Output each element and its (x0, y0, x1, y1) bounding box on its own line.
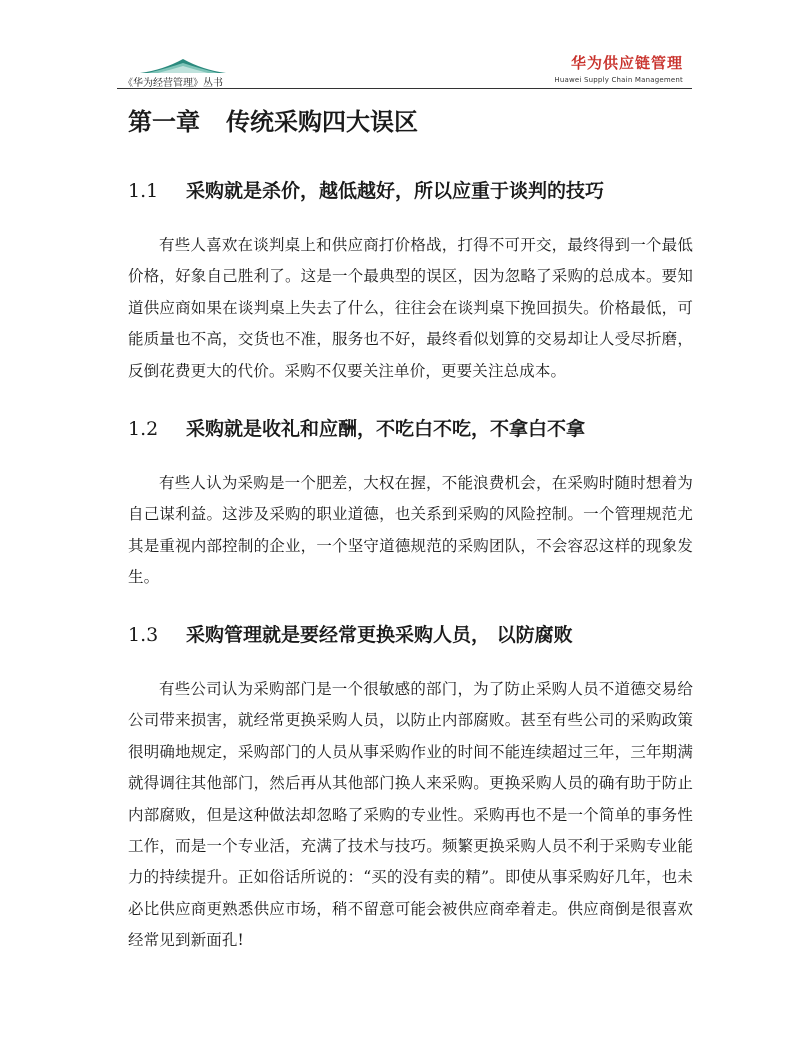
section-paragraph: 有些人喜欢在谈判桌上和供应商打价格战，打得不可开交，最终得到一个最低价格，好象自己胜利了。这是一个最典型的误区，因为忽略了采购的总成本。要知道供应商如果在谈判桌上失去了什么，往往会在谈判桌下挽回损失。价格最低，可能质量也不高，交货也不准，服务也不好，最终看似划算的交易却让人受尽折磨，反倒花费更大的代价。采购不仅要关注单价，更要关注总成本。 (128, 236, 693, 380)
section-title: 采购管理就是要经常更换采购人员， 以防腐败 (186, 624, 573, 646)
series-name: 《华为经营管理》丛书 (123, 78, 223, 89)
header-divider (117, 88, 692, 89)
chapter-title (128, 102, 693, 142)
section-1-2 (128, 415, 693, 594)
section-title: 采购就是杀价，越低越好，所以应重于谈判的技巧 (186, 180, 605, 202)
section-number: 1.1 (128, 180, 159, 202)
section-number: 1.2 (128, 418, 159, 440)
chapter-number: 第一章 (128, 108, 200, 136)
section-paragraph: 有些人认为采购是一个肥差，大权在握，不能浪费机会，在采购时随时想着为自己谋利益。这涉及采购的职业道德，也关系到采购的风险控制。一个管理规范尤其是重视内部控制的企业，一个坚守道德规范的采购团队，不会容忍这样的现象发生。 (128, 474, 693, 587)
brand-block (554, 52, 683, 84)
section-heading (128, 621, 693, 649)
content-area (128, 102, 693, 950)
section-paragraph: 有些公司认为采购部门是一个很敏感的部门，为了防止采购人员不道德交易给公司带来损害，就经常更换采购人员，以防止内部腐败。甚至有些公司的采购政策很明确地规定，采购部门的人员从事采购作业的时间不能连续超过三年，三年期满就得调往其他部门，然后再从其他部门换人来采购。更换采购人员的确有助于防止内部腐败，但是这种做法却忽略了采购的专业性。采购再也不是一个简单的事务性工作，而是一个专业活，充满了技术与技巧。频繁更换采购人员不利于采购专业能力的持续提升。正如俗话所说的：“买的没有卖的精”。即使从事采购好几年，也未必比供应商更熟悉供应市场，稍不留意可能会被供应商牵着走。供应商倒是很喜欢经常见到新面孔! (128, 680, 693, 950)
section-number: 1.3 (128, 624, 159, 646)
brand-title: 华为供应链管理 (570, 54, 683, 72)
section-heading (128, 415, 693, 443)
section-1-1 (128, 177, 693, 387)
section-heading (128, 177, 693, 205)
chapter-name: 传统采购四大误区 (226, 108, 418, 136)
brand-subtitle: Huawei Supply Chain Management (554, 76, 683, 84)
section-title: 采购就是收礼和应酬，不吃白不吃，不拿白不拿 (186, 418, 586, 440)
mountain-logo-icon (138, 56, 228, 76)
section-1-3 (128, 621, 693, 957)
